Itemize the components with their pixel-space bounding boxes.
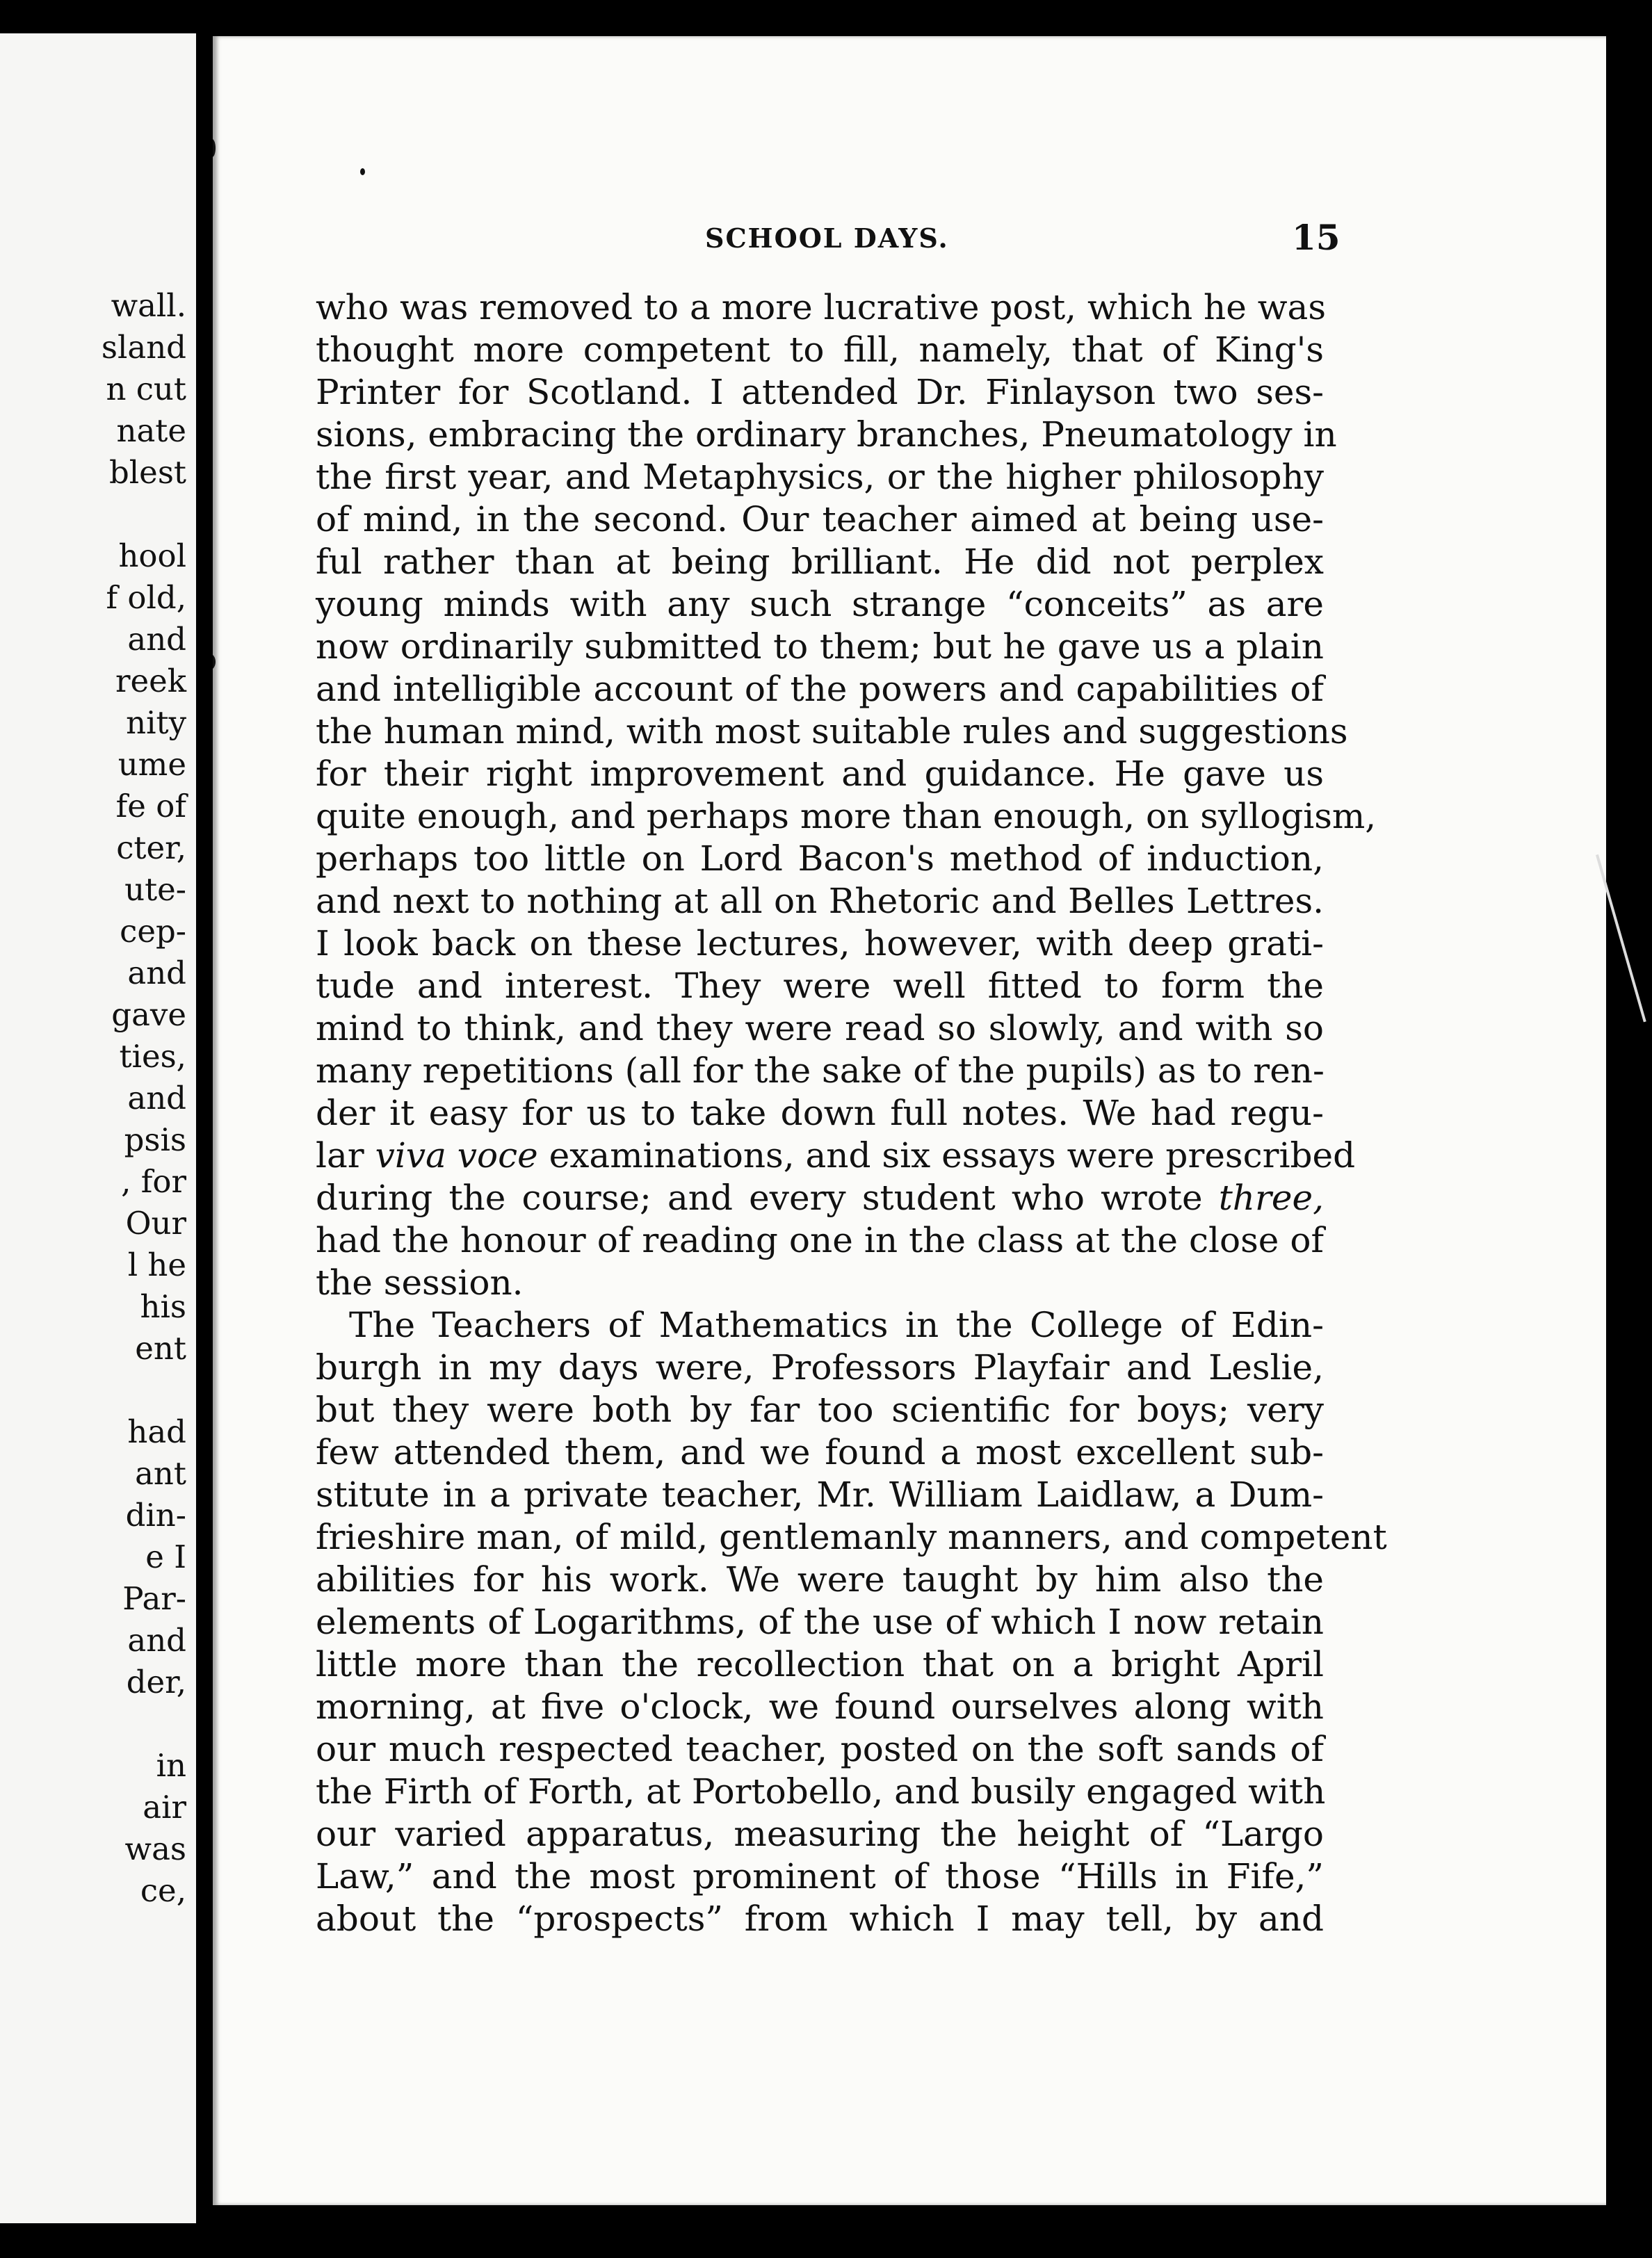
text-line: frieshire man, of mild, gentlemanly manners, and competent: [316, 1517, 1387, 1557]
text-line: of mind, in the second. Our teacher aimed at being use-: [316, 499, 1324, 539]
text-line: abilities for his work. We were taught by him also the: [316, 1559, 1324, 1600]
left-page-line: psis: [124, 1121, 186, 1158]
text-line: during the course; and every student who wrote three,: [316, 1178, 1324, 1218]
left-page-line: in: [156, 1747, 186, 1784]
text-line: perhaps too little on Lord Bacon's method of induction,: [316, 838, 1324, 879]
text-line: ful rather than at being brilliant. He did not perplex: [316, 542, 1324, 582]
left-page-line: and: [127, 1080, 186, 1116]
left-page-line: ute-: [124, 871, 186, 908]
text-line: had the honour of reading one in the class at the close of: [316, 1220, 1324, 1260]
text-line: the Firth of Forth, at Portobello, and busily engaged with: [316, 1771, 1326, 1812]
left-page-line: and: [127, 1622, 186, 1659]
text-line: burgh in my days were, Professors Playfair and Leslie,: [316, 1347, 1324, 1388]
left-page-line: n cut: [106, 371, 186, 407]
left-page-line: reek: [115, 663, 186, 699]
text-line: few attended them, and we found a most excellent sub-: [316, 1432, 1324, 1472]
text-line: about the “prospects” from which I may tell, by and: [316, 1899, 1324, 1939]
left-page-line: fe of: [115, 788, 186, 825]
left-page-line: Our: [125, 1205, 186, 1242]
text-line: our much respected teacher, posted on the soft sands of: [316, 1729, 1324, 1769]
text-line: now ordinarily submitted to them; but he gave us a plain: [316, 626, 1324, 667]
left-page-line: was: [124, 1830, 186, 1867]
text-line: mind to think, and they were read so slowly, and with so: [316, 1008, 1324, 1048]
text-line: The Teachers of Mathematics in the College of Edin-: [349, 1305, 1324, 1345]
left-page-line: [0, 1370, 186, 1411]
left-page-line: ce,: [140, 1872, 186, 1909]
text-line: Printer for Scotland. I attended Dr. Finlayson two ses-: [316, 372, 1324, 412]
left-page-line: nate: [116, 412, 186, 449]
text-line: thought more competent to fill, namely, that of King's: [316, 330, 1324, 370]
left-page-line: blest: [108, 454, 186, 491]
left-page-line: sland: [101, 329, 186, 366]
text-line: I look back on these lectures, however, with deep grati-: [316, 923, 1324, 964]
left-page-line: gave: [111, 996, 186, 1033]
left-page-line: l he: [127, 1246, 186, 1283]
left-page-line: ant: [135, 1455, 186, 1492]
left-page-line: nity: [126, 704, 186, 741]
text-line: and intelligible account of the powers and capabilities of: [316, 669, 1324, 709]
text-line: many repetitions (all for the sake of the pupils) as to ren-: [316, 1050, 1325, 1091]
binding-speck: [360, 168, 365, 175]
left-page-line: wall.: [111, 287, 186, 324]
running-head: SCHOOL DAYS.: [705, 222, 949, 254]
page-header: [213, 217, 1548, 266]
left-page-line: air: [143, 1789, 186, 1826]
left-page-text: [0, 285, 186, 1912]
left-page-line: ent: [135, 1330, 186, 1367]
binding-speck: [213, 139, 216, 157]
left-page-line: din-: [125, 1497, 186, 1534]
text-line: young minds with any such strange “conceits” as are: [316, 584, 1324, 624]
text-line: the session.: [316, 1262, 524, 1303]
left-page-fragment: [0, 33, 196, 2223]
left-page-line: ume: [118, 746, 186, 783]
text-line: and next to nothing at all on Rhetoric and Belles Lettres.: [316, 881, 1324, 921]
left-page-line: cep-: [120, 913, 186, 950]
text-line: our varied apparatus, measuring the height of “Largo: [316, 1814, 1324, 1854]
text-line: tude and interest. They were well fitted to form the: [316, 966, 1324, 1006]
left-page-line: , for: [121, 1163, 186, 1200]
left-page-line: [0, 494, 186, 535]
left-page-line: and: [127, 955, 186, 991]
text-line: but they were both by far too scientific for boys; very: [316, 1390, 1324, 1430]
text-line: the human mind, with most suitable rules and suggestions: [316, 711, 1348, 752]
text-line: elements of Logarithms, of the use of which I now retain: [316, 1602, 1324, 1642]
body-text: [316, 286, 1387, 1940]
text-line: lar viva voce examinations, and six essays were prescribed: [316, 1135, 1356, 1176]
text-line: little more than the recollection that on a bright April: [316, 1644, 1324, 1684]
left-page-line: cter,: [116, 829, 186, 866]
left-page-line: had: [127, 1413, 186, 1450]
left-page-line: his: [140, 1288, 186, 1325]
left-page-line: hool: [118, 537, 186, 574]
text-line: stitute in a private teacher, Mr. William Laidlaw, a Dum-: [316, 1475, 1324, 1515]
text-line: der it easy for us to take down full notes. We had regu-: [316, 1093, 1324, 1133]
text-line: Law,” and the most prominent of those “Hills in Fife,”: [316, 1856, 1324, 1896]
left-page-line: ties,: [119, 1038, 186, 1075]
text-line: the first year, and Metaphysics, or the higher philosophy: [316, 457, 1324, 497]
text-line: quite enough, and perhaps more than enough, on syllogism,: [316, 796, 1377, 836]
left-page-line: f old,: [106, 579, 186, 616]
left-page-line: der,: [126, 1664, 186, 1700]
left-page-line: and: [127, 621, 186, 658]
text-line: for their right improvement and guidance. He gave us: [316, 754, 1324, 794]
left-page-line: Par-: [122, 1580, 186, 1617]
page-number: 15: [1292, 217, 1341, 258]
left-page-line: [0, 1703, 186, 1745]
text-line: sions, embracing the ordinary branches, Pneumatology in: [316, 414, 1337, 455]
binding-speck: [213, 653, 216, 670]
text-line: morning, at five o'clock, we found ourselves along with: [316, 1687, 1324, 1727]
text-line: who was removed to a more lucrative post, which he was: [316, 287, 1327, 327]
left-page-line: e I: [145, 1538, 186, 1575]
right-page: [213, 36, 1606, 2205]
